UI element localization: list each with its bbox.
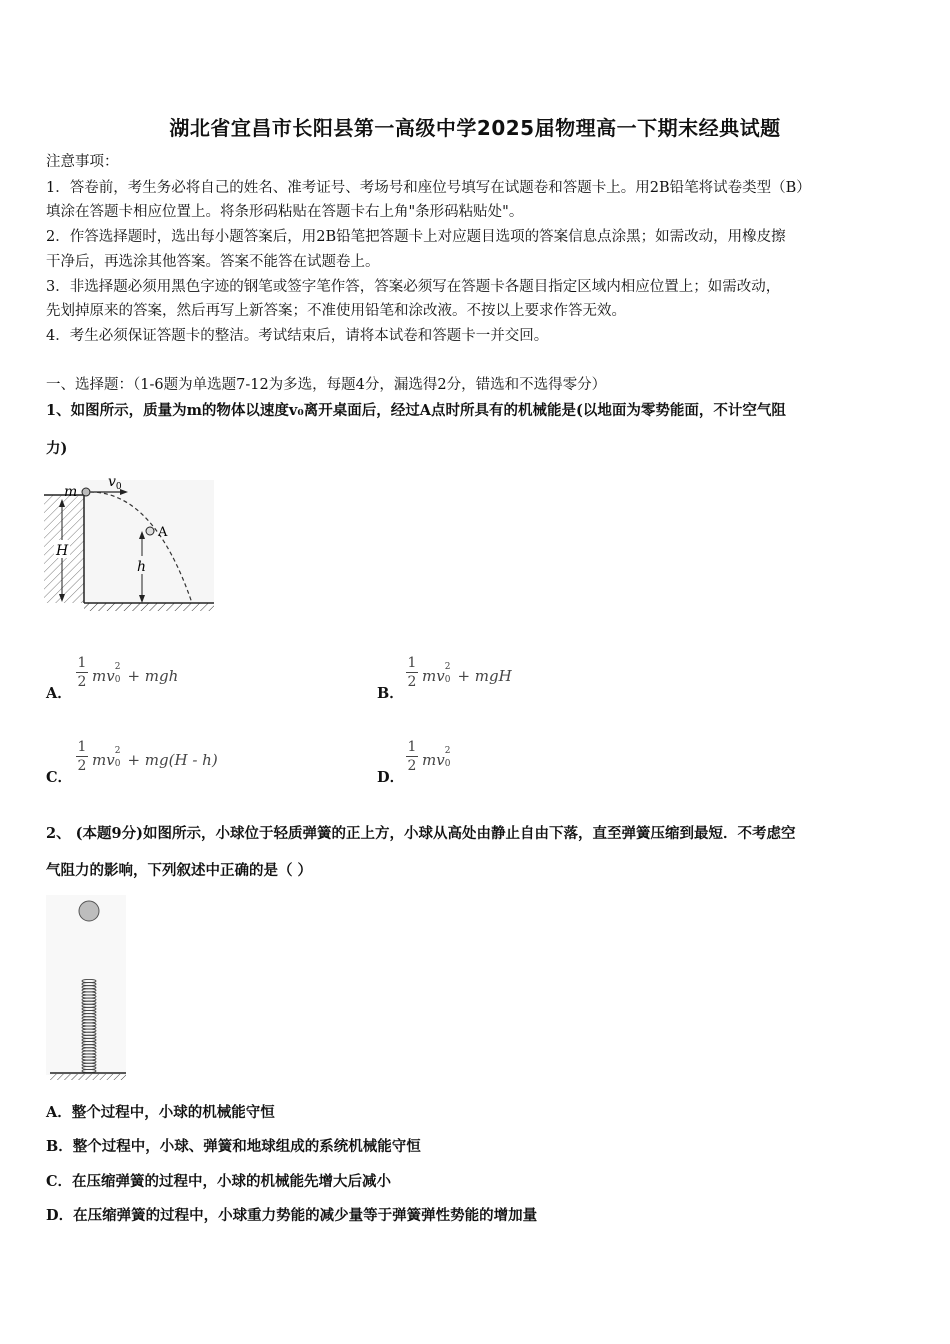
q2-option-a[interactable]: A．整个过程中，小球的机械能守恒	[46, 1104, 275, 1121]
notice-line: 3．非选择题必须用黑色字迹的钢笔或签字笔作答，答案必须写在答题卡各题目指定区域内相应位置上；如需改动，	[46, 279, 781, 295]
notice-line: 干净后，再选涂其他答案。答案不能答在试题卷上。	[46, 254, 380, 270]
notice-heading: 注意事项：	[46, 154, 119, 170]
option-d-letter[interactable]: D．	[377, 769, 405, 786]
label-H: H	[56, 543, 69, 559]
question-1-text: 1、如图所示，质量为m的物体以速度v₀离开桌面后，经过A点时所具有的机械能是(以地面为零势能面，不计空气阻	[46, 402, 786, 419]
ground-hatch	[84, 603, 214, 611]
notice-line: 填涂在答题卡相应位置上。将条形码粘贴在答题卡右上角"条形码粘贴处"。	[46, 204, 524, 220]
figure-background	[80, 480, 214, 602]
base-hatch	[50, 1074, 126, 1080]
question-2-text-cont: 气阻力的影响，下列叙述中正确的是（ ）	[46, 862, 313, 879]
q2-option-b[interactable]: B．整个过程中，小球、弹簧和地球组成的系统机械能守恒	[46, 1138, 421, 1155]
q2-option-c[interactable]: C．在压缩弹簧的过程中，小球的机械能先增大后减小	[46, 1173, 392, 1190]
label-A: A	[158, 525, 168, 540]
notice-line: 2．作答选择题时，选出每小题答案后，用2B铅笔把答题卡上对应题目选项的答案信息点涂黑；如需改动，用橡皮擦	[46, 229, 786, 245]
ball	[79, 901, 99, 921]
option-a-formula: 1 2 mv 2 0 + mgh	[77, 655, 179, 690]
q2-option-d[interactable]: D．在压缩弹簧的过程中，小球重力势能的减少量等于弹簧弹性势能的增加量	[46, 1207, 538, 1224]
notice-line: 1．答卷前，考生务必将自己的姓名、准考证号、考场号和座位号填写在试题卷和答题卡上。用2B铅笔将试卷类型（B）	[46, 180, 811, 196]
option-c-formula: 1 2 mv 2 0 + mg(H - h)	[77, 739, 218, 774]
option-b-formula: 1 2 mv 2 0 + mgH	[407, 655, 512, 690]
page-title: 湖北省宜昌市长阳县第一高级中学2025届物理高一下期末经典试题	[169, 116, 781, 140]
option-a-letter[interactable]: A．	[46, 685, 72, 702]
label-v0: $v_0$	[108, 474, 122, 492]
ball-m	[82, 488, 90, 496]
projectile-figure	[44, 470, 219, 615]
section-heading: 一、选择题：（1-6题为单选题7-12为多选，每题4分，漏选得2分，错选和不选得零分）	[46, 377, 607, 393]
question-1-text-cont: 力)	[46, 440, 68, 457]
point-A	[146, 527, 154, 535]
option-c-letter[interactable]: C．	[46, 769, 73, 786]
label-m: m	[64, 484, 78, 500]
notice-line: 4．考生必须保证答题卡的整洁。考试结束后，请将本试卷和答题卡一并交回。	[46, 328, 549, 344]
question-2-text: 2、 (本题9分)如图所示，小球位于轻质弹簧的正上方，小球从高处由静止自由下落，直至弹簧压缩到最短．不考虑空	[46, 825, 796, 842]
spring-figure	[44, 895, 134, 1085]
option-d-formula: 1 2 mv 2 0	[407, 739, 451, 774]
label-h: h	[137, 559, 147, 575]
option-b-letter[interactable]: B．	[377, 685, 404, 702]
notice-line: 先划掉原来的答案，然后再写上新答案；不准使用铅笔和涂改液。不按以上要求作答无效。	[46, 303, 626, 319]
